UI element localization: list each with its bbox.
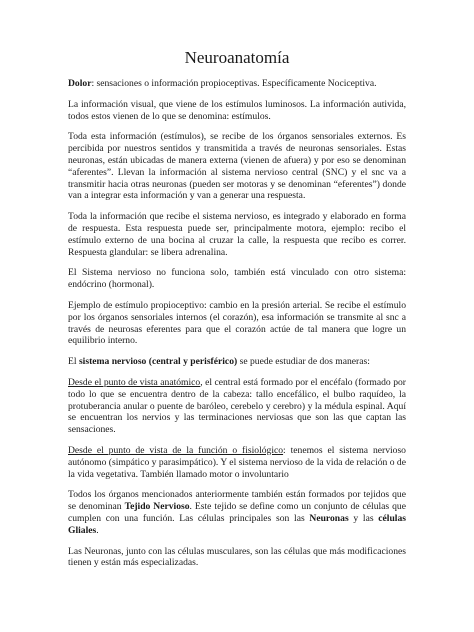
tn-g: . — [96, 524, 99, 536]
term-tejido-nervioso: Tejido Nervioso — [124, 501, 190, 513]
sn-pre: El — [68, 356, 79, 368]
page-title: Neuroanatomía — [184, 48, 290, 67]
heading-vista-fisiologica: Desde el punto de vista de la función o fisiológico — [68, 444, 284, 456]
dolor-definition: : sensaciones o información propioceptivas. Específicamente Nociceptiva. — [91, 78, 377, 89]
term-dolor: Dolor — [68, 78, 92, 89]
paragraph-estimulo-propioceptivo: Ejemplo de estímulo propioceptivo: cambio en la presión arterial. Se recibe el estímulo por los órganos sensoriales internos (el corazón), esa información se transmite al snc a través de neurosas eferentes para que el corazón actúe de tal manera que logre un equilibrio interno. — [68, 299, 406, 347]
paragraph-tejido-nervioso — [68, 489, 406, 536]
fisiologica-text: : tenemos el sistema nervioso autónomo (simpático y parasimpático). Y el sistema nervioso de la vida de relación o de la vida vegetativa. También llamado motor o involuntario — [68, 444, 406, 480]
anatomica-text: , el central está formado por el encéfalo (formado por todo lo que se encuentra dentro de la cabeza: tallo encefálico, el bulbo raquídeo, la protuberancia anular o puente de baróleo, cerebelo y cerebro) y la médula espinal. Aquí se encuentran los nervios y las terminaciones nerviosas que son las que captan las sensaciones. — [68, 376, 406, 436]
tn-a: Todos los órganos mencionados anteriormente también están formados por tejidos que se denominan — [68, 489, 406, 513]
paragraph-neuronas: Las Neuronas, junto con las células musculares, son las células que más modificaciones tienen y están más especializadas. — [68, 545, 406, 569]
paragraph-vista-anatomica — [68, 377, 406, 436]
paragraph-respuesta: Toda la información que recibe el sistema nervioso, es integrado y elaborado en forma de respuesta. Esta respuesta puede ser, principalmente motora, ejemplo: recibo el estímulo externo de una bocina al cruzar la calle, la respuesta que recibo es correr. Respuesta glandular: se libera adrenalina. — [68, 211, 406, 258]
paragraph-sistema-endocrino: El Sistema nervioso no funciona solo, también está vinculado con otro sistema: endócrino (hormonal). — [68, 267, 406, 291]
paragraph-vista-fisiologica — [68, 445, 406, 480]
sn-post: se puede estudiar de dos maneras: — [237, 356, 370, 368]
term-celulas-gliales: células Gliales — [68, 512, 406, 536]
paragraph-dolor — [68, 78, 406, 90]
paragraph-sistema-nervioso — [68, 356, 406, 368]
sn-bold: sistema nervioso (central y perisférico) — [78, 356, 238, 368]
paragraph-estimulos: Toda esta información (estímulos), se recibe de los órganos sensoriales externos. Es percibida por nuestros sentidos y transmitida a través de neuronas sensoriales. Estas neuronas, están ubicadas de manera externa (vienen de afuera) y por eso se denominan “aferentes”. Llevan la información al sistema nervioso central (SNC) y el snc va a transmitir hacia otras neuronas (pueden ser motoras y se denominan “eferentes”) donde van a integrar esta información y van a generar una respuesta. — [68, 131, 406, 202]
tn-e: y las — [348, 512, 379, 524]
term-neuronas: Neuronas — [309, 512, 349, 524]
heading-vista-anatomica: Desde el punto de vista anatómico — [68, 376, 201, 388]
paragraph-informacion-visual: La información visual, que viene de los estímulos luminosos. La información autivida, todos estos vienen de lo que se denomina: estímulos. — [68, 98, 406, 122]
tn-c: . Este tejido se define como un conjunto de células que cumplen con una función. Las células principales son las — [68, 501, 406, 524]
